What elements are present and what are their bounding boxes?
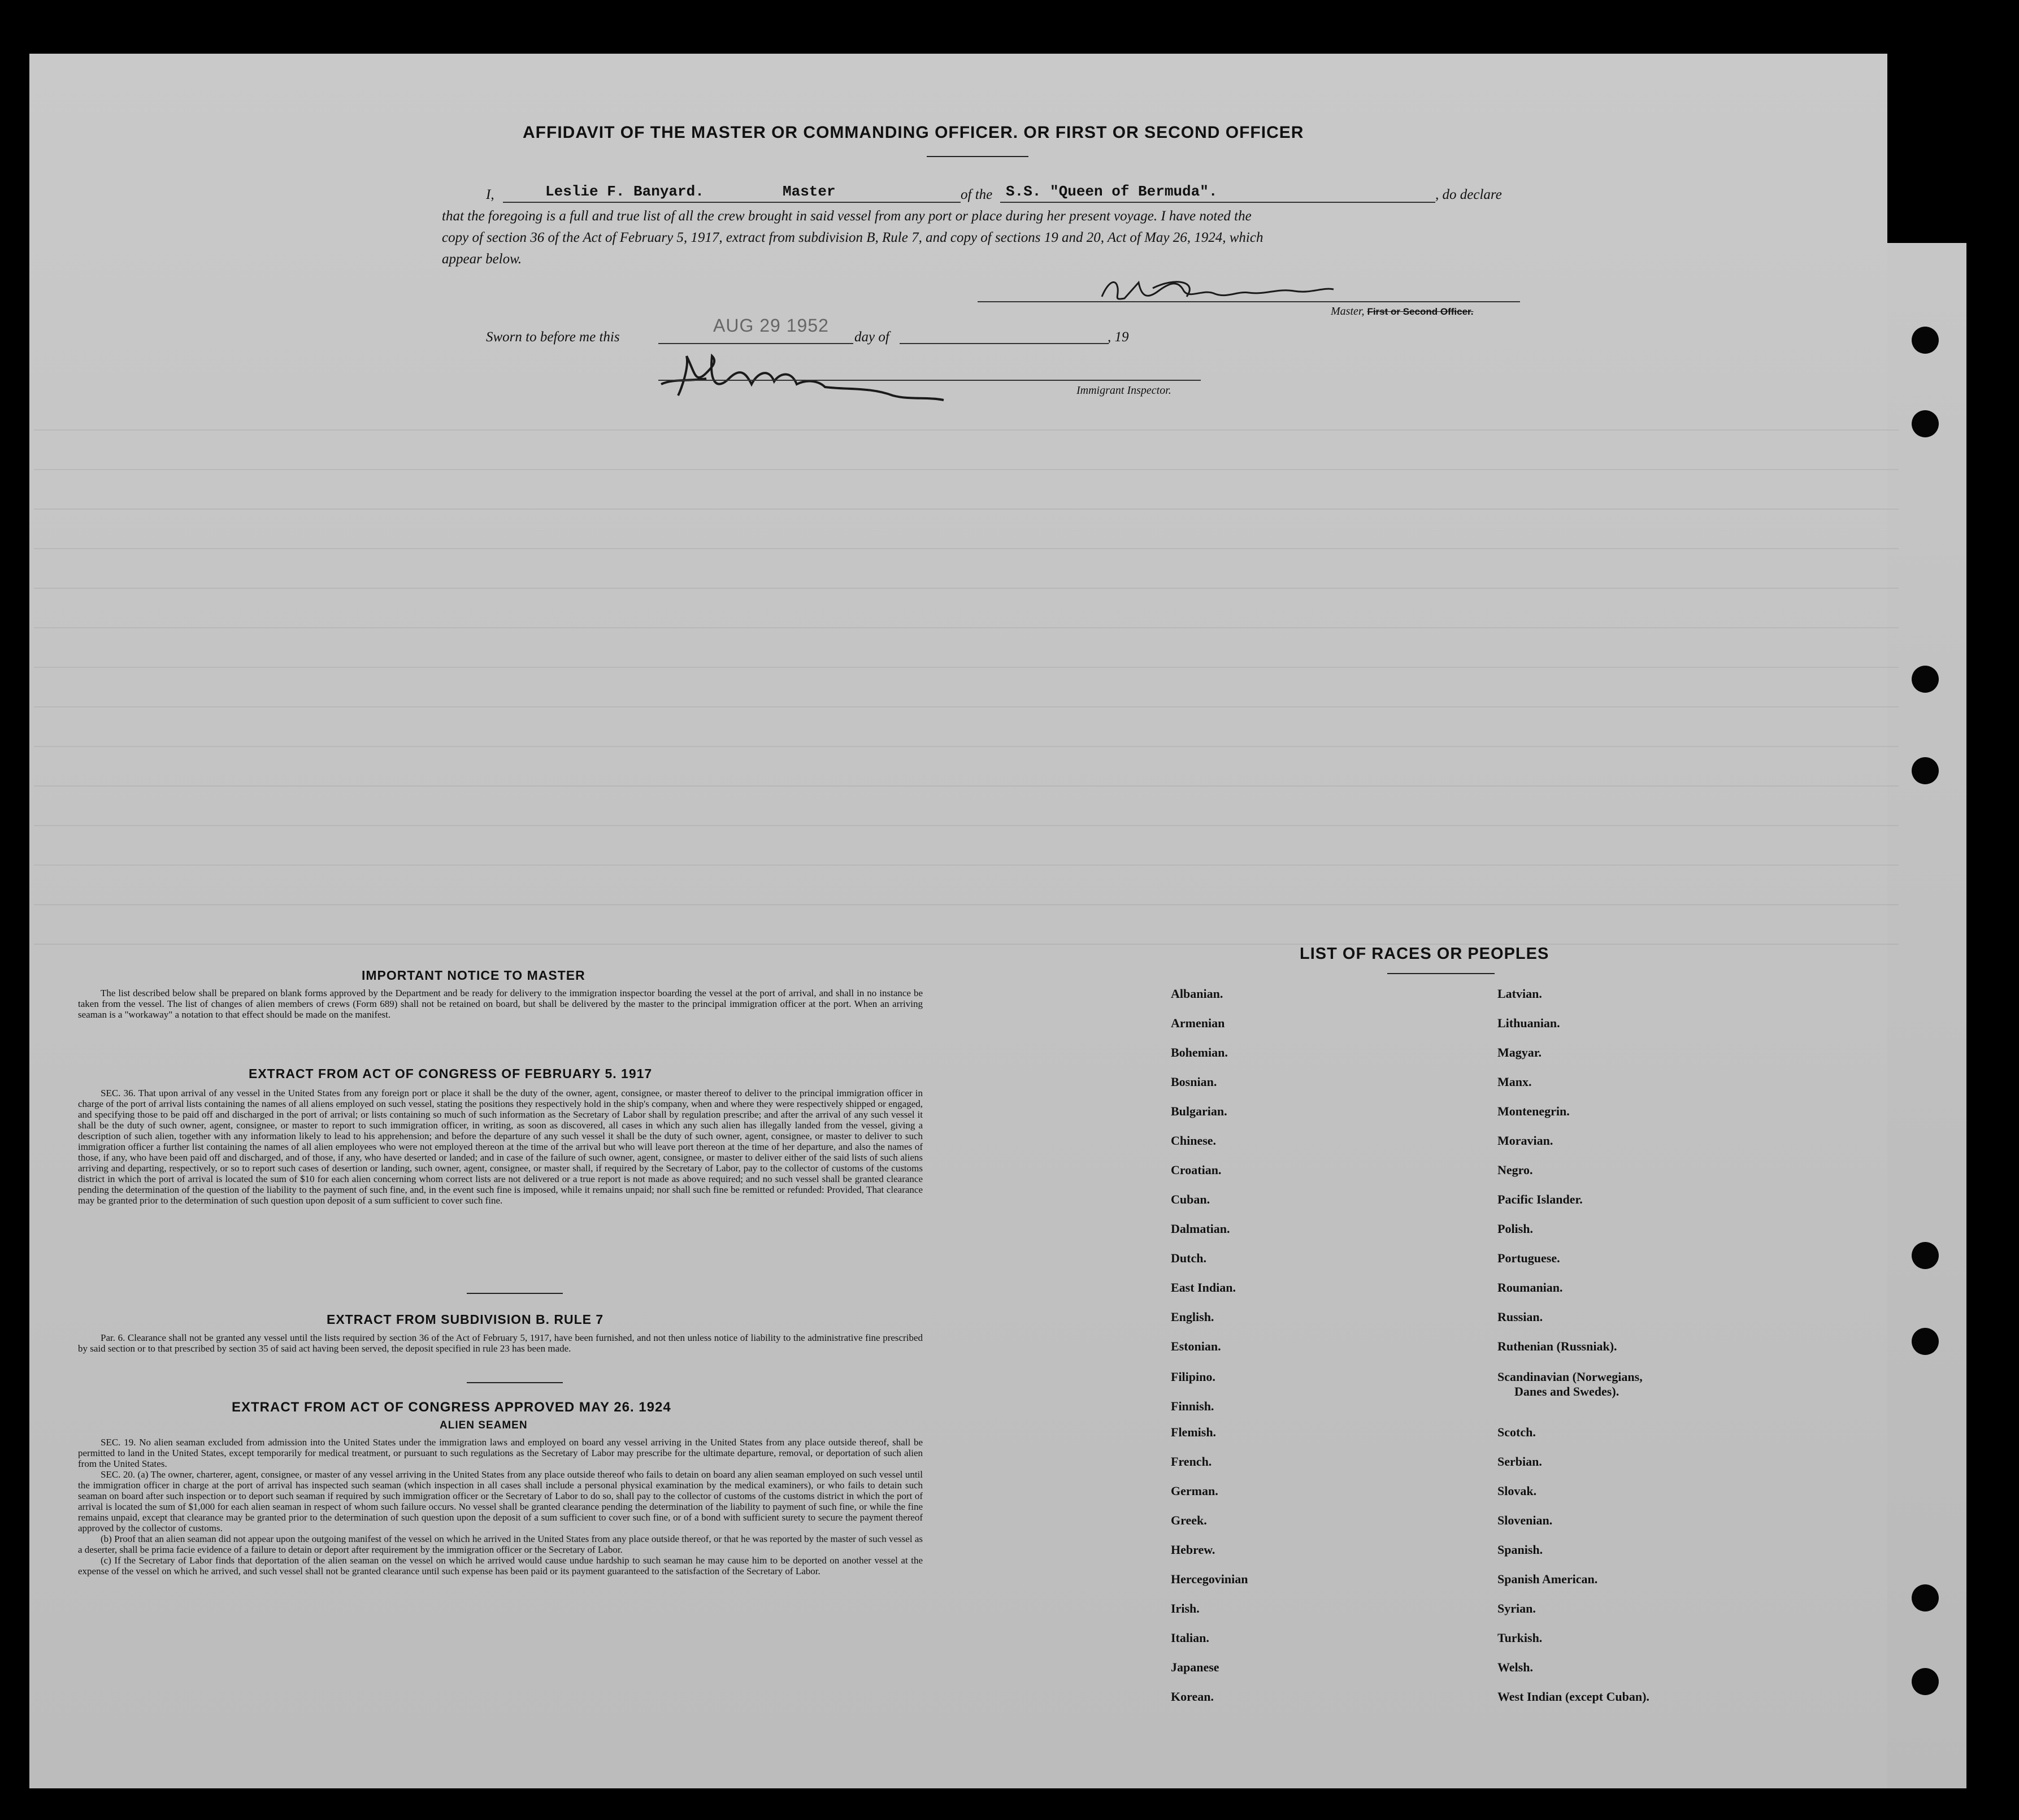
affidavit-line-4: appear below. xyxy=(442,251,522,267)
line-master-signature xyxy=(978,301,1520,302)
race-item: Japanese xyxy=(1171,1660,1219,1674)
race-item: Magyar. xyxy=(1497,1045,1542,1059)
races-title: LIST OF RACES OR PEOPLES xyxy=(1300,945,1549,963)
race-item: Greek. xyxy=(1171,1513,1207,1527)
race-item: Montenegrin. xyxy=(1497,1104,1570,1118)
alien-seamen-subtitle: ALIEN SEAMEN xyxy=(440,1419,528,1431)
race-item: Slovenian. xyxy=(1497,1513,1553,1527)
race-item: Latvian. xyxy=(1497,987,1542,1001)
rule-7-text: Par. 6. Clearance shall not be granted any vessel until the lists required by section 36 of the Act of February 5, 1917, have been furnished, and not then unless notice of liability to the administrative fine prescribed by said section or to that prescribed by section 35 of said act having been served, the deposit specified in rule 23 has been made. xyxy=(78,1332,923,1354)
master-caption: Master, First or Second Officer. xyxy=(1331,305,1474,318)
affidavit-i: I, xyxy=(486,187,494,202)
date-stamp: AUG 29 1952 xyxy=(713,315,829,336)
extract-1924-text: SEC. 19. No alien seaman excluded from admission into the United States under the immigration laws and employed on board any vessel arriving in the United States from any place outside thereof, shall be permitted to land in the United States, except temporarily for medical treatment, or pursuant to such regulations as the Secretary of Labor may prescribe for the ultimate departure, removal, or deportation of such alien from the United States. SEC. 20. (a) The owner, charterer, agent, consignee, or master of any vessel arriving in the United States from any place outside thereof who fails to detain on board any alien seaman employed on such vessel until the immigration officer in charge at the port of arrival has inspected such seaman (which inspection in all cases shall include a personal physical examination by the medical examiners), or who fails to detain such seaman on board after such inspection or to deport such seaman if required by such immigration officer or the Secretary of Labor to do so, shall pay to the collector of customs of the customs district in which the port of arrival is located the sum of $1,000 for each alien seaman in respect of whom such failure occurs. No vessel shall be granted clearance pending the determination of the liability to payment of such fine, or while the fine remains unpaid, except that clearance may be granted prior to the determination of such question upon the deposit of a sum sufficient to cover such fine, or of a bond with sufficient surety to secure the payment thereof approved by the collector of customs. (b) Proof that an alien seaman did not appear upon the outgoing manifest of the vessel on which he arrived in the United States from any place outside thereof, or that he was reported by the master of such vessel as a deserter, shall be prima facie evidence of a failure to detain or deport after requirement by the immigration officer or the Secretary of Labor. (c) If the Secretary of Labor finds that deportation of the alien seaman on the vessel on which he arrived would cause undue hardship to such seaman he may cause him to be deported on another vessel at the expense of the vessel on which he arrived, and such vessel shall not be granted clearance until such expense has been paid or its payment guaranteed to the satisfaction of the Secretary of Labor. xyxy=(78,1437,923,1576)
extract-1917-title: EXTRACT FROM ACT OF CONGRESS OF FEBRUARY 5. 1917 xyxy=(249,1066,653,1081)
line-master-name xyxy=(503,202,961,203)
race-item: Hebrew. xyxy=(1171,1543,1215,1557)
race-item: Scandinavian (Norwegians, xyxy=(1497,1370,1643,1384)
do-declare-label: , do declare xyxy=(1435,187,1502,202)
master-rank: Master xyxy=(783,183,836,200)
binder-hole xyxy=(1912,757,1939,784)
race-item: German. xyxy=(1171,1484,1218,1498)
race-item: Spanish American. xyxy=(1497,1572,1598,1586)
binder-hole xyxy=(1912,410,1939,437)
race-item: Polish. xyxy=(1497,1222,1533,1236)
race-item: Estonian. xyxy=(1171,1339,1221,1353)
race-item: Dalmatian. xyxy=(1171,1222,1230,1236)
binder-hole xyxy=(1912,666,1939,693)
race-item: Roumanian. xyxy=(1497,1280,1563,1295)
race-item: Bohemian. xyxy=(1171,1045,1228,1059)
binder-hole xyxy=(1912,1328,1939,1355)
divider-1917 xyxy=(467,1293,563,1294)
race-item: Flemish. xyxy=(1171,1425,1217,1439)
race-item: Bosnian. xyxy=(1171,1075,1217,1089)
races-divider xyxy=(1387,973,1495,974)
race-item: Spanish. xyxy=(1497,1543,1543,1557)
race-item: Syrian. xyxy=(1497,1601,1536,1615)
race-item: West Indian (except Cuban). xyxy=(1497,1689,1649,1704)
race-item: Croatian. xyxy=(1171,1163,1222,1177)
inspector-signature xyxy=(655,333,949,418)
race-item: East Indian. xyxy=(1171,1280,1236,1295)
master-name: Leslie F. Banyard. xyxy=(545,183,704,200)
extract-1924-title: EXTRACT FROM ACT OF CONGRESS APPROVED MAY 26. 1924 xyxy=(232,1400,671,1415)
race-item: Lithuanian. xyxy=(1497,1016,1560,1030)
day-of-label: day of xyxy=(854,329,889,345)
race-item: Dutch. xyxy=(1171,1251,1206,1265)
race-item: Serbian. xyxy=(1497,1454,1542,1469)
affidavit-line-3: copy of section 36 of the Act of February 5, 1917, extract from subdivision B, Rule 7, and copy of sections 19 and 20, Act of May 26, 1924, which xyxy=(442,230,1263,245)
race-item: Hercegovinian xyxy=(1171,1572,1248,1586)
race-item-continuation: Danes and Swedes). xyxy=(1514,1384,1619,1398)
notice-text: The list described below shall be prepared on blank forms approved by the Department and be ready for delivery to the immigration inspector boarding the vessel at the port of arrival, and shall in no instance be taken from the vessel. The list of changes of alien members of crews (Form 689) shall not be retained on board, but shall be delivered by the master to the principal immigration officer at the port. When an arriving seaman is a "workaway" a notation to that effect should be made on the manifest. xyxy=(78,988,923,1020)
title-divider xyxy=(927,156,1028,157)
race-item: Albanian. xyxy=(1171,987,1223,1001)
race-item: Portuguese. xyxy=(1497,1251,1560,1265)
sworn-label: Sworn to before me this xyxy=(486,329,620,345)
race-item: Armenian xyxy=(1171,1016,1225,1030)
race-item: Pacific Islander. xyxy=(1497,1192,1583,1206)
race-item: Welsh. xyxy=(1497,1660,1533,1674)
race-item: Irish. xyxy=(1171,1601,1200,1615)
race-item: Korean. xyxy=(1171,1689,1214,1704)
year-label: , 19 xyxy=(1108,329,1129,345)
race-item: Bulgarian. xyxy=(1171,1104,1227,1118)
race-item: Manx. xyxy=(1497,1075,1532,1089)
divider-rule-7 xyxy=(467,1382,563,1383)
notice-title: IMPORTANT NOTICE TO MASTER xyxy=(362,968,585,983)
extract-1917-text: SEC. 36. That upon arrival of any vessel in the United States from any foreign port or place it shall be the duty of the owner, agent, consignee, or master thereof to deliver to the principal immigration officer in charge of the port of arrival lists containing the names of all aliens employed on such vessel, stating the positions they respectively hold in the ship's company, when and where they were respectively shipped or engaged, and specifying those to be paid off and discharged in the port of arrival; or lists containing so much of such information as the Secretary of Labor shall by regulation prescribe; and after the arrival of any such vessel it shall be the duty of such owner, agent, consignee, or master to report to such immigration officer, in writing, as soon as discovered, all cases in which any such alien has illegally landed from the vessel, giving a description of such alien, together with any information likely to lead to his apprehension; and before the departure of any such vessel it shall be the duty of such owner, agent, consignee, or master to deliver to such immigration officer a further list containing the names of all alien employees who were not employed thereon at the time of the arrival but who will leave port thereon at the time of her departure, and also the names of those, if any, who have been paid off and discharged, and of those, if any, who have deserted or landed; and in case of the failure of such owner, agent, consignee, or master to deliver either of the said lists of such aliens arriving and departing, respectively, or so to report such cases of desertion or landing, such owner, agent, consignee, or master shall, if required by the Secretary of Labor, pay to the collector of customs of the customs district in which the port of arrival is located the sum of $10 for each alien concerning whom correct lists are not delivered or a true report is not made as above required; and no such vessel shall be granted clearance pending the determination of the question of the liability to the payment of such fine, and, in the event such fine is imposed, while it remains unpaid; nor shall such fine be remitted or refunded: Provided, That clearance may be granted prior to the determination of such question upon deposit of a sum sufficient to cover such fine. xyxy=(78,1088,923,1206)
struck-officer-text: First or Second Officer. xyxy=(1367,306,1474,317)
race-item: Chinese. xyxy=(1171,1133,1217,1148)
rule-7-title: EXTRACT FROM SUBDIVISION B. RULE 7 xyxy=(327,1312,604,1327)
affidavit-title: AFFIDAVIT OF THE MASTER OR COMMANDING OFFICER. OR FIRST OR SECOND OFFICER xyxy=(523,123,1304,142)
race-item: Scotch. xyxy=(1497,1425,1536,1439)
inspector-caption: Immigrant Inspector. xyxy=(1076,384,1171,397)
race-item: Filipino. xyxy=(1171,1370,1215,1384)
vessel-name: S.S. "Queen of Bermuda". xyxy=(1006,183,1218,200)
document-page-edge xyxy=(1887,243,1966,1788)
race-item: Russian. xyxy=(1497,1310,1543,1324)
binder-hole xyxy=(1912,1584,1939,1611)
race-item: Ruthenian (Russniak). xyxy=(1497,1339,1617,1353)
binder-hole xyxy=(1912,1242,1939,1269)
affidavit-line-2: that the foregoing is a full and true list of all the crew brought in said vessel from any port or place during her present voyage. I have noted the xyxy=(442,209,1252,224)
of-the-label: of the xyxy=(961,187,993,202)
race-item: Italian. xyxy=(1171,1631,1209,1645)
binder-hole xyxy=(1912,327,1939,354)
race-item: Slovak. xyxy=(1497,1484,1537,1498)
race-item: Finnish. xyxy=(1171,1399,1214,1413)
race-item: Turkish. xyxy=(1497,1631,1543,1645)
race-item: English. xyxy=(1171,1310,1214,1324)
binder-hole xyxy=(1912,1668,1939,1695)
race-item: Cuban. xyxy=(1171,1192,1210,1206)
line-vessel xyxy=(1000,202,1435,203)
line-inspector-signature xyxy=(658,380,1201,381)
race-item: Negro. xyxy=(1497,1163,1533,1177)
race-item: French. xyxy=(1171,1454,1212,1469)
race-item: Moravian. xyxy=(1497,1133,1553,1148)
